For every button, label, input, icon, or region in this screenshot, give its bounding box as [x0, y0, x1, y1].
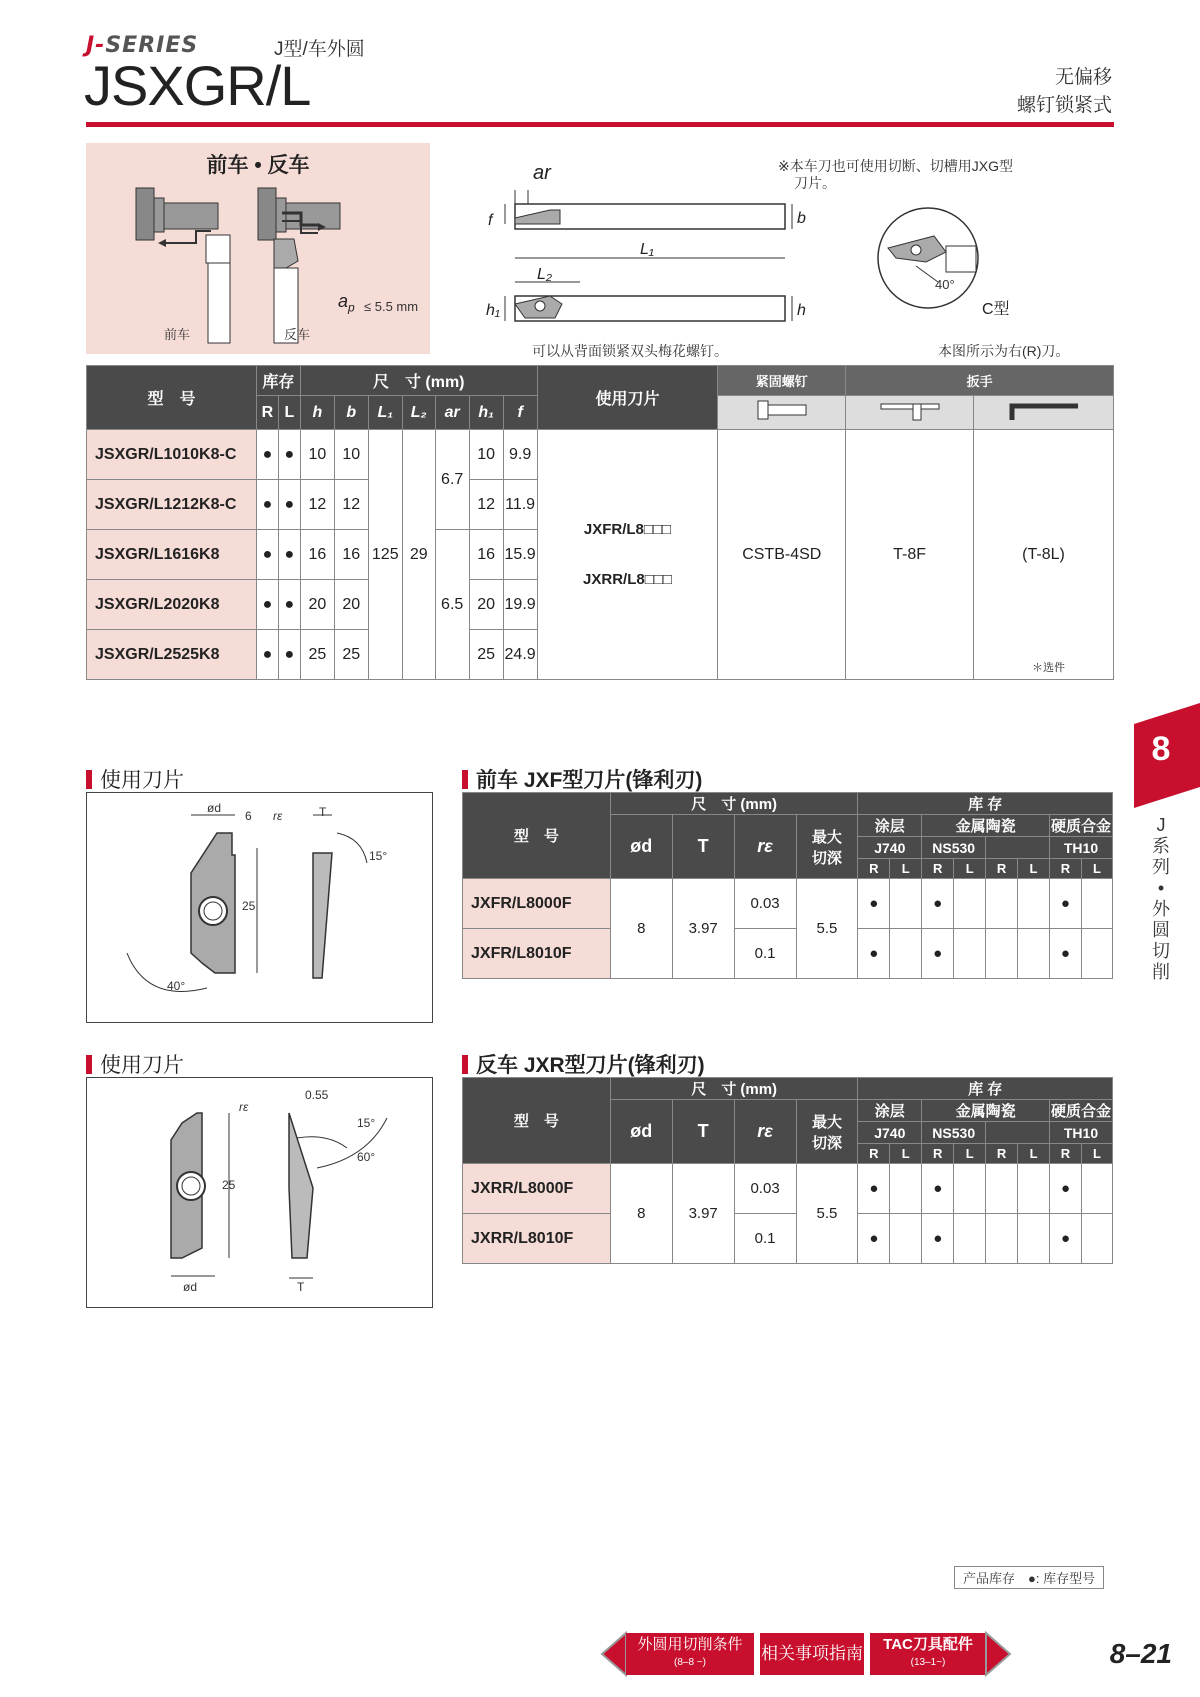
jxg-note: ※本车刀也可使用切断、切槽用JXG型 刀片。: [778, 158, 1013, 191]
jxr-col-dims: 尺 寸 (mm): [610, 1078, 858, 1100]
dim-055: 0.55: [305, 1088, 329, 1102]
jxr-l3: L: [1018, 1144, 1050, 1164]
dim-od-2: ød: [183, 1280, 198, 1294]
wrench-l-icon-cell: [974, 396, 1114, 430]
row-model: JXFR/L8000F: [463, 879, 611, 929]
jxr-l4: L: [1081, 1144, 1112, 1164]
dim-h1: h₁: [486, 302, 500, 319]
l-wrench-icon: [1004, 396, 1084, 424]
stock-l: ●: [278, 580, 300, 630]
sub-L1: L₁: [368, 396, 402, 430]
stock-legend: 产品库存 ●: 库存型号: [954, 1566, 1104, 1589]
dim-T-2: T: [297, 1280, 305, 1294]
jxf-col-re: rε: [734, 815, 796, 879]
row-model: JSXGR/L1616K8: [87, 530, 257, 580]
stock-empty: [986, 929, 1018, 979]
cell-b: 20: [334, 580, 368, 630]
dim-T: T: [319, 805, 327, 819]
cell-ar-bottom: 6.5: [435, 530, 469, 680]
stock-j740-r: ●: [858, 879, 890, 929]
col-wrench: 扳手: [846, 366, 1114, 396]
table-row: [463, 929, 1113, 979]
stock-ns530-r: ●: [922, 1164, 954, 1214]
right-hand-note: 本图所示为右(R)刀。: [938, 343, 1070, 359]
use-insert-heading-1: 使用刀片: [86, 764, 184, 794]
col-model: 型 号: [87, 366, 257, 430]
jxf-l4: L: [1081, 859, 1112, 879]
stock-l: ●: [278, 530, 300, 580]
jxf-coating: 涂层: [858, 815, 922, 837]
cell-h1: 10: [469, 430, 503, 480]
header-rule: [86, 122, 1114, 127]
c-type-angle: 40°: [935, 277, 955, 292]
jxr-insert-drawing: [86, 1077, 433, 1308]
stock-r: ●: [256, 530, 278, 580]
row-model: JXRR/L8010F: [463, 1214, 611, 1264]
jxf-cermet: 金属陶瓷: [922, 815, 1050, 837]
chapter-label: J 系 列 • 外 圆 切 削: [1152, 815, 1170, 982]
cell-wrench-l: (T-8L) ＊选件: [974, 430, 1114, 680]
stock-empty: [1081, 879, 1112, 929]
cell-f: 19.9: [503, 580, 537, 630]
row-model: JXFR/L8010F: [463, 929, 611, 979]
jxr-col-maxdepth: 最大 切深: [796, 1100, 858, 1164]
dim-15deg: 15°: [369, 849, 388, 863]
sub-f: f: [503, 396, 537, 430]
c-type-detail: [876, 206, 980, 310]
row-model: JSXGR/L1010K8-C: [87, 430, 257, 480]
cutting-illustration: [86, 143, 430, 354]
col-stock: 库存: [256, 366, 300, 396]
jxf-insert-table: [462, 792, 1113, 979]
cell-re: 0.1: [734, 929, 796, 979]
wrench-f-icon-cell: [846, 396, 974, 430]
cell-b: 12: [334, 480, 368, 530]
cell-b: 10: [334, 430, 368, 480]
jxr-r1: R: [858, 1144, 890, 1164]
dim-60deg: 60°: [357, 1150, 376, 1164]
cell-h1: 12: [469, 480, 503, 530]
stock-r: ●: [256, 580, 278, 630]
header-features: [1017, 64, 1112, 120]
jxf-heading: 前车 JXF型刀片(锋利刃): [462, 764, 702, 794]
jxr-insert-svg: [87, 1078, 432, 1307]
stock-empty: [954, 1214, 986, 1264]
cell-maxdepth: 5.5: [796, 879, 858, 979]
jxf-l2: L: [954, 859, 986, 879]
cell-h1: 20: [469, 580, 503, 630]
use-insert-heading-2: 使用刀片: [86, 1049, 184, 1079]
cell-b: 16: [334, 530, 368, 580]
row-model: JXRR/L8000F: [463, 1164, 611, 1214]
cell-ar-top: 6.7: [435, 430, 469, 530]
back-turning-label: 反车: [284, 327, 311, 342]
stock-empty: [954, 879, 986, 929]
screw-icon: [750, 396, 814, 424]
stock-th10-r: ●: [1049, 929, 1081, 979]
jxf-r1: R: [858, 859, 890, 879]
cell-h1: 25: [469, 630, 503, 680]
jxr-l2: L: [954, 1144, 986, 1164]
table-row: [463, 1164, 1113, 1214]
stock-j740-r: ●: [858, 929, 890, 979]
stock-ns530-r: ●: [922, 1214, 954, 1264]
jxf-col-stock: 库 存: [858, 793, 1113, 815]
sub-L2: L₂: [402, 396, 435, 430]
stock-empty: [890, 929, 922, 979]
cell-h: 10: [300, 430, 334, 480]
cell-re: 0.03: [734, 1164, 796, 1214]
stock-empty: [986, 1214, 1018, 1264]
table-row: [463, 1214, 1113, 1264]
cell-wrench-f: T-8F: [846, 430, 974, 680]
row-model: JSXGR/L1212K8-C: [87, 480, 257, 530]
cell-b: 25: [334, 630, 368, 680]
stock-empty: [1018, 1214, 1050, 1264]
jxf-col-dims: 尺 寸 (mm): [610, 793, 858, 815]
stock-l: ●: [278, 430, 300, 480]
jxf-l3: L: [1018, 859, 1050, 879]
dim-b: b: [797, 210, 806, 227]
cell-h1: 16: [469, 530, 503, 580]
dim-25-2: 25: [222, 1178, 236, 1192]
sub-h: h: [300, 396, 334, 430]
stock-r: ●: [256, 630, 278, 680]
dim-re-2: rε: [239, 1100, 249, 1114]
cell-h: 20: [300, 580, 334, 630]
jxf-ns530: NS530: [922, 837, 986, 859]
stock-empty: [1018, 879, 1050, 929]
stock-r: ●: [256, 430, 278, 480]
stock-empty: [1018, 1164, 1050, 1214]
optional-note: ＊选件: [1032, 662, 1065, 674]
stock-empty: [890, 879, 922, 929]
jxf-j740: J740: [858, 837, 922, 859]
c-type-label: C型: [982, 301, 1010, 318]
jxr-th10: TH10: [1050, 1122, 1113, 1144]
jxf-blank: [986, 837, 1050, 859]
cell-re: 0.1: [734, 1214, 796, 1264]
cell-L2: 29: [402, 430, 435, 680]
cell-f: 15.9: [503, 530, 537, 580]
jxr-cermet: 金属陶瓷: [922, 1100, 1050, 1122]
row-model: JSXGR/L2525K8: [87, 630, 257, 680]
dim-ar: ar: [533, 162, 551, 184]
stock-ns530-r: ●: [922, 929, 954, 979]
jxr-col-model: 型 号: [463, 1078, 611, 1164]
page-title: JSXGR/L: [84, 54, 311, 117]
cell-inserts: [537, 430, 718, 680]
stock-empty: [1081, 929, 1112, 979]
jxr-carbide: 硬质合金: [1050, 1100, 1113, 1122]
jxr-r2: R: [922, 1144, 954, 1164]
nav-tac-accessories[interactable]: TAC刀具配件 (13–1~): [870, 1633, 986, 1675]
cell-T: 3.97: [672, 879, 734, 979]
stock-empty: [1081, 1214, 1112, 1264]
ap-value: ≤ 5.5 mm: [364, 299, 419, 314]
jxr-r3: R: [986, 1144, 1018, 1164]
stock-th10-r: ●: [1050, 1214, 1082, 1264]
jxr-coating: 涂层: [858, 1100, 922, 1122]
cutting-mode-title: 前车 • 反车: [206, 154, 310, 177]
jxr-col-stock: 库 存: [858, 1078, 1113, 1100]
dim-od: ød: [207, 801, 222, 815]
cell-T: 3.97: [672, 1164, 734, 1264]
sub-L: L: [278, 396, 300, 430]
stock-th10-r: ●: [1050, 1164, 1082, 1214]
feature-no-offset: 无偏移: [1054, 67, 1112, 88]
stock-empty: [986, 1164, 1018, 1214]
ap-symbol: $a_p$: [338, 291, 355, 315]
stock-empty: [954, 1164, 986, 1214]
jxf-l1: L: [890, 859, 922, 879]
cell-f: 24.9: [503, 630, 537, 680]
dim-15deg-2: 15°: [357, 1116, 376, 1130]
prev-arrow-icon[interactable]: [600, 1631, 628, 1677]
row-model: JSXGR/L2020K8: [87, 580, 257, 630]
jxf-carbide: 硬质合金: [1049, 815, 1112, 837]
table-row: [87, 430, 1114, 480]
jxr-ns530: NS530: [922, 1122, 986, 1144]
cell-f: 11.9: [503, 480, 537, 530]
sub-ar: ar: [435, 396, 469, 430]
dim-h: h: [797, 302, 806, 319]
nav-related-guide[interactable]: 相关事项指南: [760, 1633, 864, 1675]
dim-f: f: [488, 212, 493, 229]
sub-R: R: [256, 396, 278, 430]
front-turning-label: 前车: [164, 327, 191, 342]
stock-l: ●: [278, 630, 300, 680]
dim-L2: L₂: [537, 266, 552, 283]
stock-empty: [890, 1164, 922, 1214]
stock-empty: [986, 879, 1018, 929]
dim-re: rε: [273, 809, 283, 823]
stock-empty: [890, 1214, 922, 1264]
chapter-number: 8: [1151, 730, 1171, 768]
cell-h: 12: [300, 480, 334, 530]
series-logo: J-SERIES: [86, 33, 199, 58]
cell-od: 8: [610, 879, 672, 979]
nav-cutting-conditions[interactable]: 外圆用切削条件 (8–8 ~): [626, 1633, 754, 1675]
jxr-l1: L: [890, 1144, 922, 1164]
jxr-blank: [986, 1122, 1050, 1144]
cell-L1: 125: [368, 430, 402, 680]
jxf-r3: R: [986, 859, 1018, 879]
screw-icon-cell: [718, 396, 846, 430]
stock-empty: [954, 929, 986, 979]
cell-maxdepth: 5.5: [796, 1164, 858, 1264]
jxf-insert-drawing: [86, 792, 433, 1023]
stock-empty: [1018, 929, 1050, 979]
next-arrow-icon[interactable]: [984, 1631, 1012, 1677]
dim-6: 6: [245, 809, 252, 823]
cell-f: 9.9: [503, 430, 537, 480]
stock-r: ●: [256, 480, 278, 530]
jxr-j740: J740: [858, 1122, 922, 1144]
jxr-r4: R: [1050, 1144, 1082, 1164]
jxf-th10: TH10: [1049, 837, 1112, 859]
insert-jxf: JXFR/L8□□□: [583, 520, 672, 538]
jxf-col-model: 型 号: [463, 793, 611, 879]
cell-h: 16: [300, 530, 334, 580]
cell-h: 25: [300, 630, 334, 680]
stock-th10-r: ●: [1049, 879, 1081, 929]
back-lock-note: 可以从背面锁紧双头梅花螺钉。: [532, 343, 728, 359]
t-wrench-icon: [875, 396, 945, 424]
jxf-r4: R: [1049, 859, 1081, 879]
col-screw: 紧固螺钉: [718, 366, 846, 396]
cell-re: 0.03: [734, 879, 796, 929]
jxf-r2: R: [922, 859, 954, 879]
insert-jxr: JXRR/L8□□□: [583, 570, 672, 588]
dim-L1: L₁: [640, 241, 654, 258]
sub-h1: h₁: [469, 396, 503, 430]
col-insert: 使用刀片: [537, 366, 718, 430]
cell-screw: CSTB-4SD: [718, 430, 846, 680]
holder-spec-table: [86, 365, 1114, 680]
cutting-mode-diagram: [86, 143, 430, 354]
jxr-heading: 反车 JXR型刀片(锋利刃): [462, 1049, 705, 1079]
cell-od: 8: [610, 1164, 672, 1264]
jxr-col-T: T: [672, 1100, 734, 1164]
stock-j740-r: ●: [858, 1214, 890, 1264]
jxr-col-re: rε: [734, 1100, 796, 1164]
page-number: 8–21: [1109, 1638, 1172, 1669]
feature-screw-clamp: 螺钉锁紧式: [1016, 95, 1112, 116]
jxf-insert-svg: [87, 793, 432, 1022]
jxr-insert-table: [462, 1077, 1113, 1264]
table-row: [463, 879, 1113, 929]
stock-ns530-r: ●: [922, 879, 954, 929]
sub-b: b: [334, 396, 368, 430]
stock-l: ●: [278, 480, 300, 530]
dim-25: 25: [242, 899, 256, 913]
jxf-col-T: T: [672, 815, 734, 879]
series-subtitle: J型/车外圆: [274, 39, 365, 60]
stock-empty: [1081, 1164, 1112, 1214]
stock-j740-r: ●: [858, 1164, 890, 1214]
dim-40deg: 40°: [167, 979, 186, 993]
col-dims: 尺 寸 (mm): [300, 366, 537, 396]
jxf-col-maxdepth: 最大 切深: [796, 815, 858, 879]
jxr-col-od: ød: [610, 1100, 672, 1164]
jxf-col-od: ød: [610, 815, 672, 879]
